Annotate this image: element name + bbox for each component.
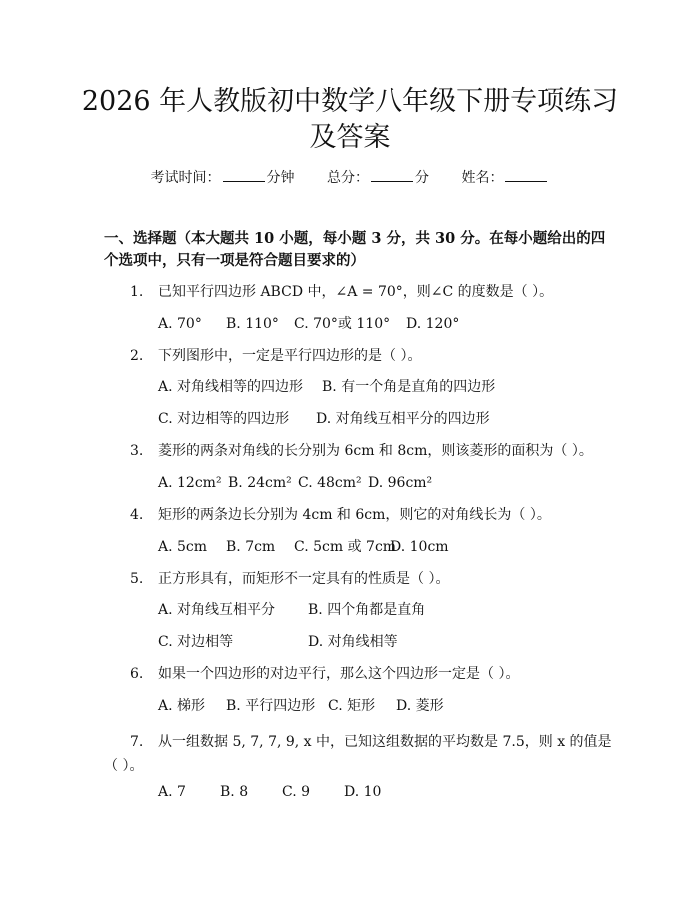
question-text: 下列图形中，一定是平行四边形的是（ ）。	[158, 348, 422, 364]
question-7	[104, 730, 620, 778]
option-a: A. 5cm	[158, 539, 208, 555]
question-2-options-row-1	[158, 377, 495, 397]
option-a: A. 7	[158, 784, 186, 800]
student-name-field	[461, 168, 549, 188]
question-5-options-row-1	[158, 600, 425, 620]
question-6-options	[158, 696, 444, 716]
question-text: 从一组数据 5, 7, 7, 9, x 中，已知这组数据的平均数是 7.5，则 x 的值是（ ）。	[104, 734, 612, 774]
question-number: 4.	[130, 507, 144, 523]
option-b: B. 平行四边形	[226, 698, 316, 714]
option-c: C. 5cm 或 7cm	[294, 539, 397, 555]
question-number: 7.	[130, 734, 144, 750]
question-text: 正方形具有，而矩形不一定具有的性质是（ ）。	[158, 571, 450, 587]
total-score-field	[327, 168, 429, 188]
option-c: C. 矩形	[328, 698, 376, 714]
exam-time-unit: 分钟	[266, 170, 295, 186]
question-4-options	[158, 537, 449, 557]
question-2-options-row-2	[158, 409, 490, 429]
option-d: D. 120°	[406, 316, 460, 332]
question-number: 5.	[130, 571, 144, 587]
option-d: D. 菱形	[396, 698, 444, 714]
question-5	[130, 569, 449, 589]
student-name-label: 姓名：	[461, 170, 504, 186]
option-a: A. 对角线相等的四边形	[158, 379, 304, 395]
question-text: 菱形的两条对角线的长分别为 6cm 和 8cm，则该菱形的面积为（ ）。	[158, 443, 593, 459]
option-d: D. 10	[344, 784, 382, 800]
student-name-blank	[505, 169, 547, 182]
question-number: 1.	[130, 284, 144, 300]
question-5-options-row-2	[158, 632, 398, 652]
question-number: 6.	[130, 666, 144, 682]
option-a: A. 70°	[158, 316, 202, 332]
option-b: B. 24cm²	[228, 475, 292, 491]
option-a: A. 对角线互相平分	[158, 602, 276, 618]
option-b: B. 7cm	[226, 539, 276, 555]
question-text: 如果一个四边形的对边平行，那么这个四边形一定是（ ）。	[158, 666, 520, 682]
option-c: C. 70°或 110°	[294, 316, 391, 332]
question-2	[130, 346, 421, 366]
option-c: C. 48cm²	[298, 475, 362, 491]
option-a: A. 12cm²	[158, 475, 222, 491]
question-7-options	[158, 782, 381, 802]
question-6	[130, 664, 519, 684]
question-number: 2.	[130, 348, 144, 364]
exam-time-label: 考试时间：	[150, 170, 221, 186]
option-c: C. 对边相等	[158, 634, 234, 650]
option-c: C. 对边相等的四边形	[158, 411, 290, 427]
option-d: D. 10cm	[390, 539, 449, 555]
option-a: A. 梯形	[158, 698, 206, 714]
option-d: D. 对角线互相平分的四边形	[316, 411, 490, 427]
total-score-label: 总分：	[327, 170, 369, 186]
exam-info-bar	[0, 168, 700, 188]
exam-time-blank	[223, 169, 265, 182]
page-title-line-2: 及答案	[309, 122, 391, 153]
option-b: B. 8	[220, 784, 249, 800]
page-title-line-1: 2026 年人教版初中数学八年级下册专项练习	[81, 86, 619, 117]
exam-time-field	[151, 168, 295, 188]
total-score-unit: 分	[415, 170, 429, 186]
option-b: B. 四个角都是直角	[308, 602, 426, 618]
question-text: 已知平行四边形 ABCD 中，∠A = 70°，则∠C 的度数是（ ）。	[158, 284, 554, 300]
section-1-heading: 一、选择题（本大题共 10 小题，每小题 3 分，共 30 分。在每小题给出的四个选项中，只有一项是符合题目要求的）	[104, 230, 606, 269]
question-4	[130, 505, 551, 525]
option-d: D. 对角线相等	[308, 634, 398, 650]
question-3	[130, 441, 593, 461]
option-c: C. 9	[282, 784, 311, 800]
option-b: B. 有一个角是直角的四边形	[322, 379, 496, 395]
total-score-blank	[371, 169, 413, 182]
question-number: 3.	[130, 443, 144, 459]
option-d: D. 96cm²	[368, 475, 433, 491]
option-b: B. 110°	[226, 316, 279, 332]
question-text: 矩形的两条边长分别为 4cm 和 6cm，则它的对角线长为（ ）。	[158, 507, 551, 523]
question-1-options	[158, 314, 459, 334]
question-3-options	[158, 473, 432, 493]
question-1	[130, 282, 553, 302]
